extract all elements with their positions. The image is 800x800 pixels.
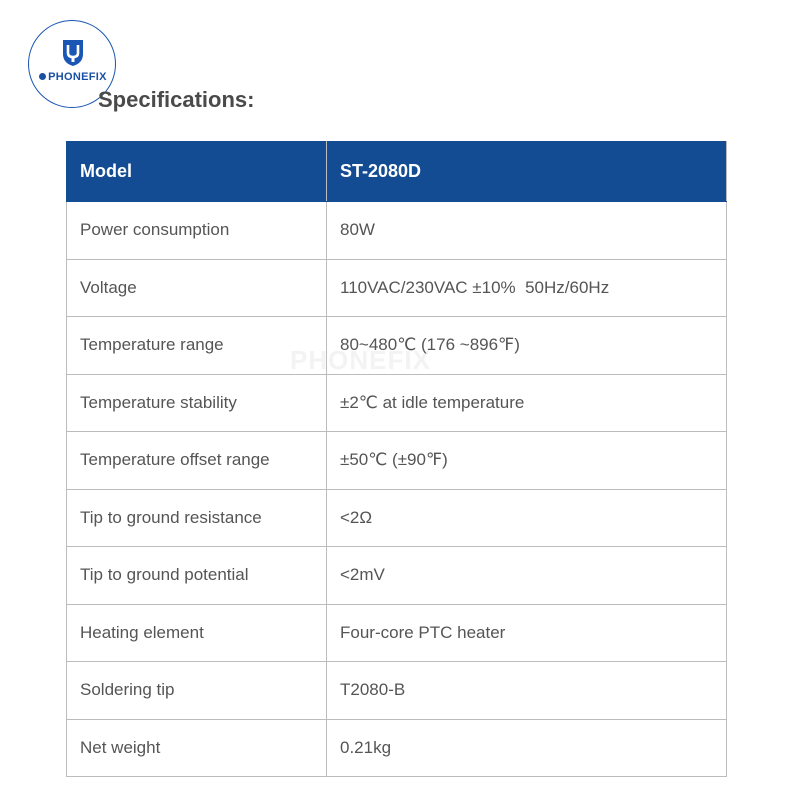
spec-value: ±2℃ at idle temperature: [327, 374, 727, 432]
table-row: [67, 604, 727, 662]
spec-label: Temperature stability: [67, 374, 327, 432]
header-model-value: ST-2080D: [327, 142, 727, 202]
spec-label: Tip to ground resistance: [67, 489, 327, 547]
spec-value: 0.21kg: [327, 719, 727, 777]
watermark: PHONEFIX: [290, 345, 431, 375]
spec-label: Temperature offset range: [67, 432, 327, 490]
table-row: [67, 489, 727, 547]
table-row: [67, 317, 727, 375]
table-row: [67, 547, 727, 605]
spec-label: Heating element: [67, 604, 327, 662]
page-title: Specifications:: [98, 87, 255, 112]
spec-label: Voltage: [67, 259, 327, 317]
table-row: [67, 202, 727, 260]
shield-logo-icon: [59, 37, 87, 67]
spec-value: <2Ω: [327, 489, 727, 547]
spec-value: ±50℃ (±90℉): [327, 432, 727, 490]
spec-label: Net weight: [67, 719, 327, 777]
spec-label: Soldering tip: [67, 662, 327, 720]
spec-value: Four-core PTC heater: [327, 604, 727, 662]
table-row: [67, 432, 727, 490]
table-row: [67, 719, 727, 777]
table-row: [67, 374, 727, 432]
table-row: [67, 259, 727, 317]
spec-value: 80~480℃ (176 ~896℉): [327, 317, 727, 375]
spec-value: 110VAC/230VAC ±10% 50Hz/60Hz: [327, 259, 727, 317]
table-header-row: [67, 142, 727, 202]
logo-text: PHONEFIX: [48, 71, 107, 83]
spec-label: Tip to ground potential: [67, 547, 327, 605]
table-row: [67, 662, 727, 720]
spec-label: Power consumption: [67, 202, 327, 260]
spec-value: 80W: [327, 202, 727, 260]
specifications-table: [66, 141, 727, 777]
logo-wordmark: [29, 71, 117, 83]
logo-dot-icon: [39, 73, 46, 80]
spec-value: <2mV: [327, 547, 727, 605]
spec-label: Temperature range: [67, 317, 327, 375]
header-model-label: Model: [67, 142, 327, 202]
spec-value: T2080-B: [327, 662, 727, 720]
